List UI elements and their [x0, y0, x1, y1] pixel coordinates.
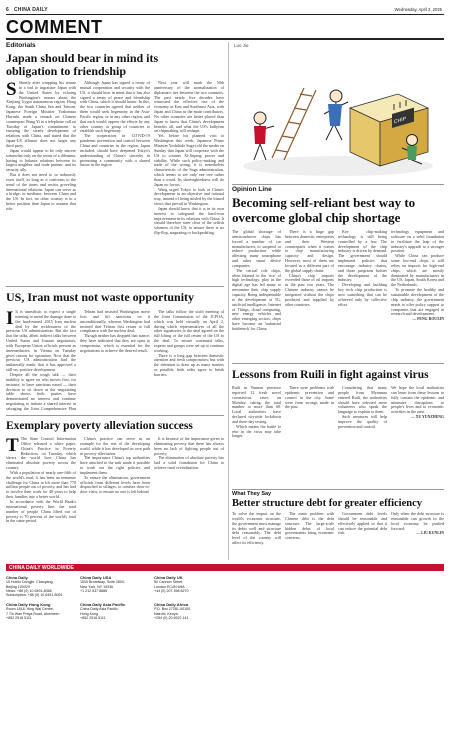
column-divider	[228, 42, 229, 560]
divider	[232, 184, 444, 185]
office-block: China Daily Africa P.O. Box 27281-00100, Nairobi, Kenya +254 (0) 20 6922 141	[154, 602, 192, 620]
opinion-body-col1: The global shortage of semiconductor chips has forced a number of car manufacturers to suspend or reduce production while affecting many smartphone and other smart device companies. The critical role chips, often likened to the 'rice' of high technology, play in the digital age has led many to reexamine their chip supply capacity. Being indispensable to the development of 5G, artificial intelligence, Internet of Things, cloud computing, new energy vehicles and other emerging sectors, chips have become an 'industrial bottleneck' for China.	[232, 230, 281, 331]
opinion-label: Opinion Line	[232, 186, 272, 193]
footer-title: CHINA DAILY WORLDWIDE	[9, 565, 74, 571]
byline: — XU YUNZHENG	[411, 415, 444, 420]
opinion-body-col1: To solve the impact on the world's economic structure, the government must manage its debts well and structure debt reasonably. The debt level of the country will affect its efficiency.	[232, 512, 281, 546]
opinion-body-col3: Considering that many people from Myanmar entered Ruili, the authorities should have selected more volunteers who speak the language to explain to them. Such measures will help improve the quality of prevention and control.	[338, 386, 387, 429]
opinion-body-col2: The main problem with Chinese debt is the debt structure. The large-scale hidden debts of local governments bring economic concerns.	[285, 512, 334, 541]
editorial-body-col1: I It is unrealistic to expect a single meeting to mend the damage done to the hard-earned 2015 Iran nuclear deal by the recklessness of the previous US administration. But the fact that the talks, albeit indirect talks between United States and Iranian negotiators, with European Union officials present as intermediaries, in Vienna on Tuesday gives reason for optimism. Now that the previous US administration had the unilaterally made, that it has approved a still-on, positive development. Despite all the tough talk — their inability to agree on who moves first, for instance, to have sanctions eased — their decision to sit down at the negotiating table shows both parties have demonstrated no interest and continue negotiating to initiate a shared interest in salvaging the Joint Comprehensive Plan	[6, 310, 76, 411]
cartoon-illustration	[232, 48, 444, 180]
divider	[6, 415, 224, 416]
opinion-body-col3: Government debt levels should be reasonable and effectively applied so that it can reduce the potential debt risk.	[338, 512, 387, 536]
what-they-say-label: What They Say	[232, 491, 272, 497]
divider	[232, 363, 444, 364]
section-title: COMMENT	[6, 17, 103, 37]
office-block: China Daily UK 90 Cannon Street, London EC4N 6HA +44 (0) 207 398 8270	[154, 575, 189, 593]
editorial-body-col3: It is because of the importance given to eliminating poverty that there has always been no lack of fighting people out of poverty. The elimination of absolute poverty has laid a solid foundation for China to achieve rural revitalization.	[154, 437, 224, 471]
byline: — LIU KUNLIN	[416, 531, 444, 536]
divider	[6, 286, 224, 287]
opinion-body-col4: We hope the local authorities can learn from these lessons to fully contain the epidemic and minimize disruptions to people's lives and to economic activities in the area. — XU YUNZHENG	[391, 386, 444, 420]
issue-date: Wednesday, April 2, 2025	[394, 7, 442, 12]
editorial-headline: Japan should bear in mind its obligation to friendship	[6, 51, 159, 78]
editorial-body-col2: China's practice can serve as an example for the rest of the developing world, while it has developed its own path in poverty alleviation. The importance China's top authorities have attached to the task made it possible to work out the right policies and implement them. To ensure the elimination, government officials from different levels have been dispatched to villages, to conduct door-to-door visits, to ensure no one is left behind.	[80, 437, 150, 495]
editorial-body-col2: Although Japan has signed a treaty of mutual cooperation and security with the US, it should bear in mind that it has also signed a treaty of peace and friendship with China, which it should honor. In this, the two countries agreed that neither of them would seek hegemony in the Asia-Pacific region, or in any other region, and that each would oppose the efforts by any other country or group of countries to establish such hegemony. The cooperation in COVID-19 pandemic prevention and control between China and countries in the region, Japan included, should have deepened Tokyo's understanding of China's sincerity in promoting a community with a shared future in the region.	[80, 81, 150, 168]
opinion-headline: Better structure debt for greater efficiency	[232, 498, 422, 509]
editorial-body-col3: Next year will mark the 50th anniversary of the normalization of diplomatic ties between the two countries. The past nearly five decades have witnessed the effective rise of the economy in East and Southeast Asia, with Japan and China as the main contributors. No other countries are better placed than Japan to know that China's development benefits all, and what the US's bullyism on chipmaking will reshape. Yet, before his planned visit to Washington this week, Japanese Prime Minister Yoshihide Suga told the media on Sunday that Japan will cooperate with the US to counter Xi-Jinping power and stability. While such policy-making and trade of the wrong, it is nonetheless characteristic of the Suga administration, which seems to see only one tree rather than a wood. Its shortsightedness will do Japan no favors. Wang urged Tokyo to look at China's development in an objective and rational way, instead of being misled by the biased views that prevail in Washington. Japan should know that it is in its own interest to safeguard the hard-won improvement in its relations with China. It should therefore steer clear of the selfish schemes of the US, to ensure there is no flip-flop, stagnating or backpedaling.	[154, 81, 224, 236]
office-block: China Daily 15 Huixin Dongjie, Chaoyang, Beijing 100029 News: +86 (0) 10 6491-8366 Subscription: +86 (0) 10 6491-8051	[6, 575, 63, 598]
divider	[232, 489, 444, 490]
office-block: China Daily Asia Pacific China Daily Asia Pacific, Hong Kong +852 2518 5111	[80, 602, 126, 620]
editorials-label: Editorials	[6, 42, 36, 49]
editorial-body-col2: Tehran had insisted Washington move first and lift sanctions on it unconditionally, whereas Washington had insisted that Tehran first return to full compliance with the nuclear deal. Though neither has dropped that stance, they have indicated that they are open to compromise, which is essential for the negotiations to achieve the desired result.	[80, 310, 150, 353]
opinion-headline: Lessons from Ruili in fight against virus	[232, 369, 429, 381]
opinion-body-col4: technology equipment and software on a solid foundation to facilitate the leap of the industry's upgrade to a stronger position. While China can produce some low-end chips, it still relies on imports for high-end chips, which are mostly dominated by manufacturers in the US, Japan, South Korea and the Netherlands. To promote the healthy and sustainable development of the chip industry, the government needs to offer policy support to companies that are engaged in research and development. — PENG ROUXIN	[391, 230, 444, 322]
office-block: China Daily USA 1500 Broadway, Suite 2800, New York, NY 10036 +1 212 537 8888	[80, 575, 125, 593]
masthead-logo: CHINA DAILY	[14, 7, 48, 13]
editorial-body-col3: The talks follow the sixth meeting of the Joint Commission of the JCPOA, which was held virtually on April 2, during which representatives of all the other signatories to the deal agreed on the full lifting of the full return of the US to the deal. To ensure continued talks, experts and groups were set up to continue working. There is a long gap between domestic attention and fresh compromises; but with the intention to draw up as many matters as possible, both sides agree to break barriers.	[154, 310, 224, 377]
editorial-body-col1: T The State Council Information Office released a white paper, China's Practice in Poverty Reduction, on Tuesday, which shows the world how China has eliminated absolute poverty across the country. With a population of nearly one-fifth of the world's total, it has been an immense challenge for China to lift more than 770 million people out of poverty, and has had to involve their work for 40 years to help their families into a better world. In accordance with the World Bank's international poverty line, the total number of people China lifted out of poverty is 70 percent of the world's total in the same period.	[6, 437, 76, 524]
editorial-body-col1: S Shortly after wrapping his tenure in a bid to ingratiate Japan with the United States by echoing Washington's smears about the Xinjiang Uygur autonomous region, Hong Kong, the South China Sea and Taiwan, Japanese Foreign Minister Yoshimasa Hayashi made a remark on Chinese counterpart Wang Yi in a telephone call on Tuesday of Japan's commitment to ensuring the steady development of relations with China, and stated that the Japan-US alliance does not target any third party. Japan would appear to be only sincere somewhat only on the terms of a dilemma, having to balance relations between its largest neighbor and trade partner, and its security ally. But it does not need to so arduously exert itself, as long as it conforms to the trend of the times and resists groveling international relations. Japan can serve as a bridge, or mediator, between China and the US. In fact, no other country is in a better position than Japan to assume that role.	[6, 81, 76, 211]
section-rule	[6, 38, 444, 40]
chip-box-label: CHIP	[394, 116, 406, 126]
editorial-headline: Exemplary poverty alleviation success	[6, 420, 193, 432]
page-number: 6	[6, 7, 9, 13]
editorial-headline: US, Iran must not waste opportunity	[6, 290, 195, 304]
office-block: China Daily Hong Kong Room 1818, Hing Wai Centre, 7 Tin Wan Praya Road, Aberdeen +852 2518 5111	[6, 602, 60, 620]
opinion-body-col2: There were problems with epidemic prevention and control in the city. Some were from wrongs made in the past.	[285, 386, 334, 410]
opinion-headline: Becoming self-reliant best way to overcome global chip shortage	[232, 195, 416, 225]
opinion-body-col1: Ruili in Yunnan province reported 12 fresh novel coronavirus cases on Monday, taking the total number to more than 60. Local authorities have declared citywide lockdown and three-day testing. Which means the battle to rein in the virus may take longer.	[232, 386, 281, 439]
cartoon-credit: Luo Jie	[234, 43, 249, 48]
opinion-body-col4: Only when the debt structure is reasonable can growth in the local economy be pushed forward. — LIU KUNLIN	[391, 512, 444, 536]
opinion-body-col2: There is a huge gap between domestic enterprises and their Western counterparts when it comes to chip manufacturing capacity and design. However, most of them are located in a different part of the global supply chain. China's chip imports exceeded those of oil imports in the past two years. The Chinese industry cannot be integrated without the chips produced and supplied by other countries.	[285, 230, 334, 307]
opinion-body-col3: Key chip-making technology is still being controlled by a few. The development of the chip industry is driven by demand. The government should implement policies that encourage industry chains, and those programs bolster the development of the industry. Developing and building key tech chip production is now something that can be achieved only by collective effort.	[338, 230, 387, 307]
byline: — PENG ROUXIN	[412, 317, 444, 322]
header-rule	[6, 14, 444, 15]
